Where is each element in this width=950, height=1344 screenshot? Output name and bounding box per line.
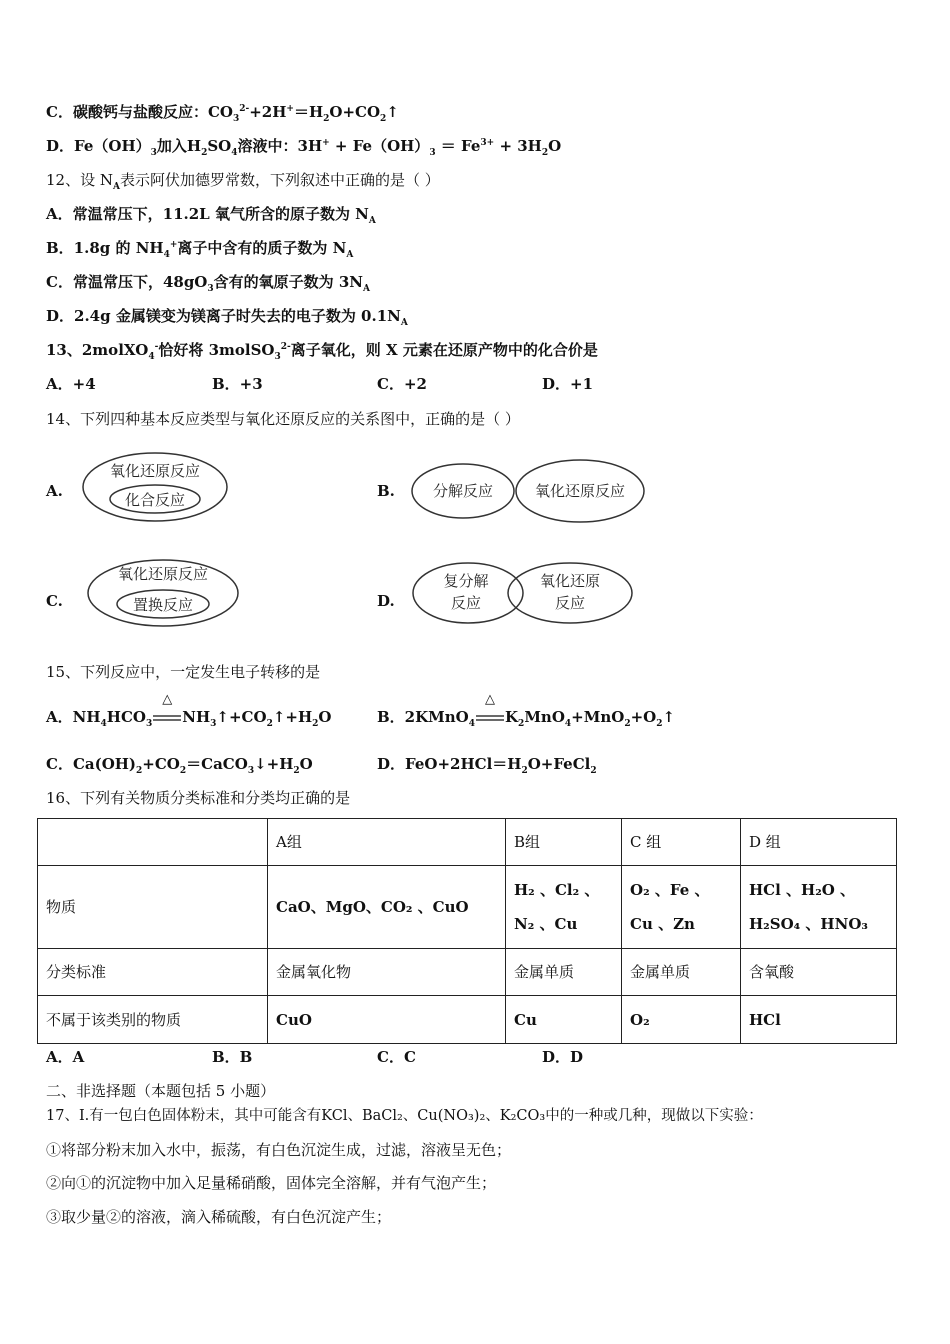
- table-header-row: [38, 819, 897, 866]
- q14-stem: 14、下列四种基本反应类型与氧化还原反应的关系图中，正确的是（ ）: [46, 410, 520, 428]
- q14-label-a: A.: [46, 482, 63, 500]
- q12-option-b: B．1.8g 的 $NH_4^+$离子中含有的质子数为 $N_A$: [46, 239, 354, 260]
- q13-option-a: A．+4: [46, 375, 96, 393]
- table-cell: O₂: [622, 996, 741, 1044]
- double-line-b: [475, 713, 505, 723]
- table-cell: O₂ 、Fe 、 Cu 、Zn: [622, 866, 741, 949]
- table-row: [38, 866, 897, 949]
- q16-option-c: C．C: [377, 1048, 416, 1066]
- q15-option-b: B．2KMnO$_4$ △ $K_2MnO_4+MnO_2+O_2↑$: [377, 692, 676, 729]
- q16-option-a: A．A: [46, 1048, 85, 1066]
- table-cell: HCl 、H₂O 、 H₂SO₄ 、HNO₃: [741, 866, 897, 949]
- q17-step-1: ①将部分粉末加入水中，振荡，有白色沉淀生成，过滤，溶液呈无色；: [46, 1141, 512, 1159]
- table-cell: HCl: [741, 996, 897, 1044]
- q12-stem: 12、设 $N_A$表示阿伏加德罗常数，下列叙述中正确的是（ ）: [46, 171, 440, 192]
- q12-option-a: A．常温常压下，11.2L 氧气所含的原子数为 $N_A$: [46, 205, 376, 226]
- q14-b-right-text: 氧化还原反应: [534, 482, 626, 500]
- q14-a-outer-text: 氧化还原反应: [109, 462, 201, 480]
- q15-option-d: D．$FeO+2HCl=H_2O+FeCl_2$: [377, 755, 597, 776]
- q12-option-c: C．常温常压下，$48gO_3$含有的氧原子数为 $3N_A$: [46, 273, 370, 294]
- table-cell: 含氧酸: [741, 949, 897, 996]
- q14-c-inner-text: 置换反应: [132, 596, 194, 614]
- table-cell: H₂ 、Cl₂ 、 N₂ 、Cu: [506, 866, 622, 949]
- q14-label-c: C.: [46, 592, 63, 610]
- q14-label-b: B.: [377, 482, 395, 500]
- q11-option-d: D．$Fe(OH)_3$加入$H_2SO_4$溶液中：$3H^+ + Fe(OH)_3 = Fe^{3+} + 3H_2O$: [46, 137, 562, 158]
- table-header-cell: C 组: [622, 819, 741, 866]
- table-cell: Cu: [506, 996, 622, 1044]
- q13-option-c: C．+2: [377, 375, 427, 393]
- table-header-cell: D 组: [741, 819, 897, 866]
- q14-d-right-text-2: 反应: [554, 594, 586, 612]
- q14-diagram-a: [80, 450, 235, 525]
- table-cell: 金属单质: [622, 949, 741, 996]
- q13-option-b: B．+3: [212, 375, 263, 393]
- q15-option-a: A．$NH_4HCO_3$ △ $NH_3↑+CO_2↑+H_2O$: [46, 692, 332, 729]
- table-cell: 分类标准: [38, 949, 268, 996]
- q12-option-d: D．2.4g 金属镁变为镁离子时失去的电子数为 $0.1N_A$: [46, 307, 408, 328]
- q16-option-d: D．D: [542, 1048, 584, 1066]
- table-cell: 物质: [38, 866, 268, 949]
- q16-stem: 16、下列有关物质分类标准和分类均正确的是: [46, 789, 351, 807]
- table-cell: 金属氧化物: [268, 949, 506, 996]
- table-row: [38, 996, 897, 1044]
- q17-stem: 17、Ⅰ.有一包白色固体粉末，其中可能含有KCl、BaCl₂、Cu(NO₃)₂、K₂CO₃中的一种或几种，现做以下实验：: [46, 1108, 763, 1124]
- double-line-a: [152, 713, 182, 723]
- q17-step-3: ③取少量②的溶液，滴入稀硫酸，有白色沉淀产生；: [46, 1208, 392, 1226]
- table-row: [38, 949, 897, 996]
- section-heading: 二、非选择题（本题包括 5 小题）: [46, 1082, 276, 1100]
- heat-condition-a: △: [152, 707, 182, 727]
- q14-c-outer-text: 氧化还原反应: [117, 565, 209, 583]
- q16-option-b: B．B: [212, 1048, 253, 1066]
- q13-stem: 13、2molXO$_4$-恰好将 3molSO$_3^{2-}$离子氧化，则 X 元素在还原产物中的化合价是: [46, 341, 598, 362]
- heat-condition-b: △: [475, 707, 505, 727]
- table-cell: CaO、MgO、CO₂ 、CuO: [268, 866, 506, 949]
- q17-step-2: ②向①的沉淀物中加入足量稀硝酸，固体完全溶解，并有气泡产生；: [46, 1174, 497, 1192]
- q14-diagram-b: [408, 458, 653, 526]
- table-cell: 不属于该类别的物质: [38, 996, 268, 1044]
- q14-d-left-text-2: 反应: [450, 594, 482, 612]
- table-header-cell: B组: [506, 819, 622, 866]
- q14-d-left-text-1: 复分解: [443, 572, 489, 590]
- q14-diagram-d: [410, 560, 640, 630]
- q14-d-right-text-1: 氧化还原: [539, 572, 601, 590]
- table-header-cell: A组: [268, 819, 506, 866]
- q14-b-left-text: 分解反应: [432, 482, 494, 500]
- q14-a-inner-text: 化合反应: [124, 491, 186, 509]
- q14-label-d: D.: [377, 592, 395, 610]
- table-header-cell: [38, 819, 268, 866]
- q13-option-d: D．+1: [542, 375, 594, 393]
- table-cell: 金属单质: [506, 949, 622, 996]
- q11-option-c: C．碳酸钙与盐酸反应：$CO_3^{2-}+2H^+=H_2O+CO_2↑$: [46, 103, 399, 124]
- classification-table: [37, 818, 897, 1044]
- q14-diagram-c: [84, 556, 244, 631]
- table-cell: CuO: [268, 996, 506, 1044]
- q15-stem: 15、下列反应中，一定发生电子转移的是: [46, 663, 321, 681]
- q15-option-c: C．$Ca(OH)_2+CO_2=CaCO_3↓+H_2O$: [46, 755, 313, 776]
